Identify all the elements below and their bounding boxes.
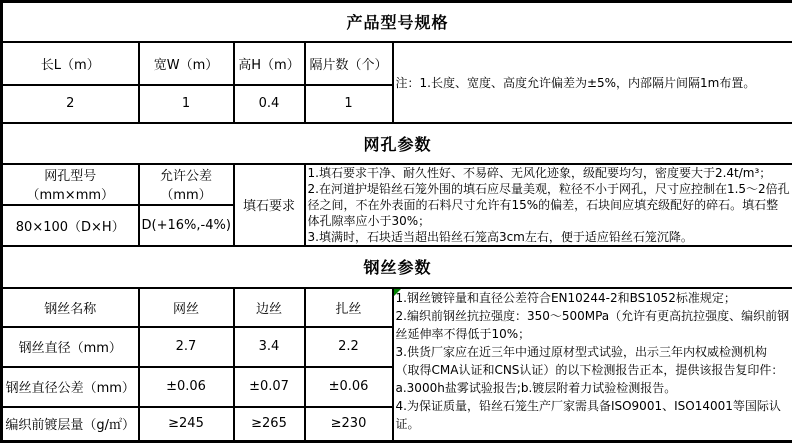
col-header-lacing-wire: 扎丝: [305, 288, 393, 327]
product-note: 注：1.长度、宽度、高度允许偏差为±5%，内部隔片间隔1m布置。: [393, 42, 792, 123]
col-header-edge-wire: 边丝: [234, 288, 305, 327]
value-width: 1: [139, 85, 234, 123]
col-header-height: 高H（m）: [234, 42, 305, 85]
mesh-notes: 1.填石要求干净、耐久性好、不易碎、无风化迹象，级配要均匀，密度要大于2.4t/m³； 2.在河道护堤铅丝石笼外围的填石应尽量美观，粒径不小于网孔，尺寸应控制在1.5～2倍孔径之间，不在外表面的石料尺寸允许有15%的偏差，石块间应填充级配好的碎石。填石整体孔隙率应小于30%； 3.填满时，石块适当超出铅丝石笼高3cm左右，便于适应铅丝石笼沉降。: [305, 164, 792, 246]
col-header-length: 长L（m）: [2, 42, 139, 85]
value-partitions: 1: [305, 85, 393, 123]
value-mesh-type: 80×100（D×H）: [2, 205, 139, 246]
value-height: 0.4: [234, 85, 305, 123]
value-length: 2: [2, 85, 139, 123]
section-title-mesh: 网孔参数: [2, 123, 792, 164]
row-label-diameter-tolerance: 钢丝直径公差（mm）: [2, 367, 139, 407]
col-header-partitions: 隔片数（个）: [305, 42, 393, 85]
stone-fill-label: 填石要求: [234, 164, 305, 246]
value-coating-lacing: ≥230: [305, 407, 393, 442]
col-header-mesh-wire: 网丝: [139, 288, 234, 327]
value-tolerance-mesh: ±0.06: [139, 367, 234, 407]
row-label-coating: 编织前镀层量（g/㎡）: [2, 407, 139, 442]
section-title-wire: 钢丝参数: [2, 246, 792, 288]
cell-comment-indicator-icon: [394, 289, 401, 296]
col-header-mesh-tolerance: 允许公差（mm）: [139, 164, 234, 205]
value-diameter-lacing: 2.2: [305, 327, 393, 367]
col-header-wire-name: 钢丝名称: [2, 288, 139, 327]
col-header-mesh-type: 网孔型号（mm×mm）: [2, 164, 139, 205]
value-tolerance-lacing: ±0.06: [305, 367, 393, 407]
col-header-width: 宽W（m）: [139, 42, 234, 85]
wire-notes: 1.钢丝镀锌量和直径公差符合EN10244-2和BS1052标准规定； 2.编织前钢丝抗拉强度：350～500MPa（允许有更高抗拉强度、编织前钢丝延伸率不得低于10%； 3.供货厂家应在近三年中通过原材型式试验，出示三年内权威检测机构（取得CMA认证和CNS认证）的以下检测报告正本，提供该报告复印件： a.3000h盐雾试验报告;b.镀层附着力试验检测报告。 4.为保证质量，铅丝石笼生产厂家需具备ISO9001、ISO14001等国际认证。: [395, 290, 790, 431]
value-diameter-mesh: 2.7: [139, 327, 234, 367]
value-mesh-tolerance: D(+16%,-4%): [139, 205, 234, 246]
section-title-product: 产品型号规格: [2, 2, 792, 42]
wire-notes-cell: [393, 288, 792, 442]
value-coating-edge: ≥265: [234, 407, 305, 442]
row-label-wire-diameter: 钢丝直径（mm）: [2, 327, 139, 367]
value-diameter-edge: 3.4: [234, 327, 305, 367]
value-coating-mesh: ≥245: [139, 407, 234, 442]
value-tolerance-edge: ±0.07: [234, 367, 305, 407]
